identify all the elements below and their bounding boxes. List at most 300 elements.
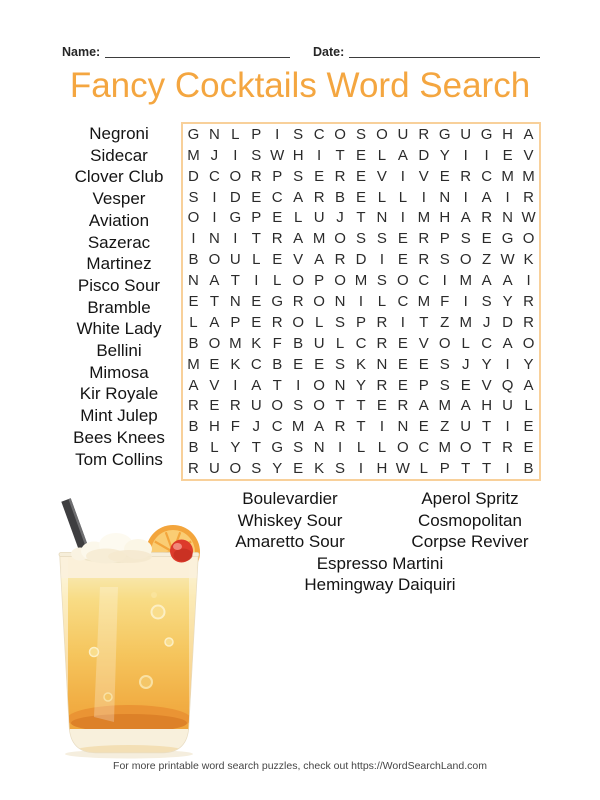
grid-letter: V [209,376,220,394]
grid-letter: A [251,376,262,394]
word-list-bottom-pairs [200,488,560,553]
grid-letter: C [208,167,220,185]
grid-letter: J [482,313,491,331]
grid-letter: P [418,376,429,394]
word-list-item: Sidecar [90,145,148,165]
grid-letter: P [230,313,241,331]
grid-letter: O [208,334,221,352]
grid-letter: E [460,376,471,394]
grid-letter: R [418,125,430,143]
grid-letter: H [439,209,451,227]
grid-letter: O [397,439,409,457]
grid-letter: R [418,230,430,248]
grid-letter: R [397,397,409,415]
grid-letter: P [251,209,262,227]
grid-letter: M [417,209,431,227]
grid-letter: I [337,439,343,457]
grid-letter: H [208,418,220,436]
grid-letter: R [229,397,241,415]
grid-letter: U [229,251,241,269]
grid-letter: C [418,272,430,290]
grid-letter: B [272,355,283,373]
grid-letter: R [376,313,388,331]
grid-letter: R [313,188,325,206]
grid-letter: I [526,272,531,290]
grid-letter: E [523,418,534,436]
grid-letter: U [460,125,472,143]
date-label: Date: [313,44,345,59]
whiskey-sour-cocktail-illustration [28,492,220,780]
grid-letter: C [481,167,493,185]
grid-letter: A [209,313,220,331]
grid-letter: T [482,439,492,457]
word-list-item: Martinez [86,254,152,274]
grid-letter: I [358,460,364,478]
grid-letter: G [187,125,200,143]
grid-letter: R [188,397,199,415]
puzzle-grid [181,122,541,481]
grid-letter: C [397,292,409,310]
grid-letter: T [251,230,261,248]
grid-letter: A [397,146,408,164]
grid-letter: S [376,230,387,248]
grid-letter: S [251,460,262,478]
grid-letter: I [379,251,385,269]
grid-letter: R [334,251,346,269]
grid-letter: R [523,313,534,331]
grid-letter: N [313,439,325,457]
grid-letter: C [418,439,430,457]
grid-letter: G [438,125,451,143]
grid-letter: I [191,230,196,248]
grid-letter: O [459,439,472,457]
grid-letter: D [355,251,367,269]
grid-letter: B [293,334,304,352]
grid-letter: M [438,397,451,415]
word-list-item: Amaretto Sour [235,532,345,551]
name-label: Name: [62,44,101,59]
grid-letter: N [376,355,388,373]
grid-letter: C [481,334,493,352]
grid-letter: T [251,439,261,457]
grid-letter: S [293,439,304,457]
grid-letter: K [523,251,534,269]
grid-letter: R [523,292,534,310]
grid-letter: L [294,209,303,227]
grid-letter: S [439,376,450,394]
word-pair-row [200,510,560,532]
grid-letter: N [397,418,409,436]
grid-letter: S [335,313,346,331]
word-list-bottom [200,488,560,596]
grid-letter: M [312,230,326,248]
grid-letter: G [271,439,284,457]
grid-letter: I [317,146,322,164]
grid-letter: E [439,167,450,185]
grid-letter: Y [355,376,366,394]
grid-letter: S [355,125,366,143]
grid-letter: N [229,292,241,310]
word-list-item: Negroni [89,124,149,143]
grid-letter: E [376,397,387,415]
grid-letter: E [251,188,262,206]
grid-letter: O [376,125,388,143]
grid-letter: L [377,146,387,164]
word-list-item: Espresso Martini [316,553,444,573]
grid-letter: O [229,167,242,185]
grid-letter: I [505,355,510,373]
grid-letter: T [272,376,282,394]
grid-letter: E [293,355,304,373]
grid-letter: E [293,460,304,478]
grid-letter: B [188,439,199,457]
grid-letter: I [233,230,238,248]
grid-letter: E [188,292,199,310]
grid-letter: I [463,188,468,206]
grid-letter: O [459,251,472,269]
word-list-bottom-centered [200,553,560,596]
grid-letter: S [460,230,471,248]
grid-letter: E [251,313,262,331]
grid-letter: L [377,188,387,206]
grid-letter: L [189,313,198,331]
grid-letter: E [355,167,366,185]
grid-letter: T [419,313,429,331]
grid-letter: A [314,418,325,436]
grid-letter: M [459,313,472,331]
grid-letter: A [523,376,534,394]
grid-letter: E [314,167,325,185]
grid-letter: M [354,272,368,290]
grid-letter: I [233,376,238,394]
grid-letter: R [334,167,346,185]
grid-letter: S [293,167,304,185]
grid-letter: D [229,188,241,206]
grid-letter: I [275,125,280,143]
grid-letter: Y [230,439,241,457]
grid-letter: O [313,376,325,394]
grid-letter: N [376,209,388,227]
word-list-item: Vesper [92,189,146,209]
grid-letter: A [188,376,199,394]
grid-letter: F [272,334,282,352]
grid-letter: V [523,146,534,164]
grid-letter: G [480,125,493,143]
grid-letter: K [251,334,262,352]
grid-letter: I [505,460,510,478]
word-pair-row [200,488,560,510]
grid-letter: M [187,146,200,164]
grid-letter: P [439,460,450,478]
word-list-item: Kir Royale [79,384,159,404]
grid-letter: R [271,230,283,248]
grid-letter: O [334,272,346,290]
grid-letter: D [418,146,430,164]
grid-letter: L [210,439,219,457]
grid-letter: L [273,272,282,290]
grid-letter: T [230,272,240,290]
grid-letter: C [250,355,262,373]
grid-letter: E [272,209,283,227]
grid-letter: T [356,418,366,436]
grid-letter: S [439,355,450,373]
grid-letter: C [271,188,283,206]
grid-letter: U [313,334,325,352]
word-list-item: Mint Julep [80,406,158,426]
grid-letter: H [376,460,388,478]
grid-letter: S [293,125,304,143]
grid-letter: O [438,334,451,352]
grid-letter: E [355,146,366,164]
grid-letter: E [397,376,408,394]
grid-letter: A [460,209,471,227]
grid-letter: J [336,209,344,227]
grid-letter: T [209,292,219,310]
grid-letter: V [418,334,429,352]
grid-letter: L [356,439,366,457]
grid-letter: Z [440,313,450,331]
grid-letter: E [272,251,283,269]
grid-letter: S [251,146,262,164]
word-pair-row [200,531,560,553]
grid-letter: M [438,439,451,457]
grid-letter: U [460,418,472,436]
grid-letter: H [502,125,513,143]
grid-letter: W [270,146,285,164]
grid-letter: S [439,251,450,269]
grid-letter: O [313,397,325,415]
grid-letter: V [293,251,304,269]
date-field [313,40,540,58]
grid-letter: M [417,292,431,310]
grid-letter: Y [502,292,513,310]
grid-letter: U [397,125,409,143]
grid-letter: Y [439,146,450,164]
grid-letter: I [484,146,489,164]
grid-letter: S [335,355,346,373]
grid-letter: V [376,167,387,185]
grid-letter: A [502,272,513,290]
glass-icon [59,553,199,758]
grid-letter: J [252,418,261,436]
grid-letter: L [231,125,240,143]
grid-letter: E [523,439,534,457]
grid-letter: K [230,355,241,373]
grid-letter: A [418,397,429,415]
grid-letter: G [229,209,242,227]
grid-letter: E [397,355,408,373]
grid-letter: S [188,188,199,206]
grid-letter: Z [482,251,492,269]
grid-letter: K [355,355,366,373]
grid-letter: S [335,460,346,478]
grid-letter: G [271,292,284,310]
grid-letter: B [188,334,199,352]
grid-letter: I [400,167,405,185]
grid-letter: E [481,230,492,248]
word-list-left [56,123,182,470]
grid-letter: N [188,272,199,290]
grid-letter: A [293,230,304,248]
grid-letter: R [188,460,199,478]
footer-text: For more printable word search puzzles, check out https://WordSearchLand.com [113,760,487,772]
grid-letter: K [314,460,325,478]
grid-letter: I [254,272,259,290]
grid-letter: L [377,439,387,457]
grid-letter: B [335,188,346,206]
grid-letter: I [400,209,405,227]
grid-letter: E [418,355,429,373]
grid-letter: T [335,397,345,415]
grid-letter: B [188,418,199,436]
grid-letter: R [292,292,304,310]
grid-letter: O [208,251,221,269]
grid-letter: W [521,209,536,227]
grid-letter: J [210,146,219,164]
grid-letter: R [250,167,262,185]
grid-letter: A [293,188,304,206]
grid-letter: R [523,188,534,206]
grid-letter: U [502,397,513,415]
grid-letter: T [335,146,345,164]
grid-letter: E [397,334,408,352]
grid-letter: I [505,188,510,206]
grid-letter: R [334,418,346,436]
grid-letter: E [502,146,513,164]
grid-letter: P [355,313,366,331]
grid-letter: R [481,209,493,227]
word-list-item: Bellini [96,341,142,361]
grid-letter: Z [440,418,450,436]
grid-letter: T [356,397,366,415]
grid-letter: M [459,272,472,290]
grid-letter: L [252,251,261,269]
grid-letter: Y [481,355,492,373]
grid-letter: R [460,167,472,185]
grid-letter: N [334,292,346,310]
grid-letter: E [314,355,325,373]
grid-letter: B [523,460,534,478]
grid-letter: N [208,125,220,143]
grid-letter: V [481,376,492,394]
grid-letter: A [502,334,513,352]
grid-letter: N [502,209,513,227]
grid-letter: O [522,230,535,248]
grid-letter: G [501,230,514,248]
grid-letter: U [250,397,262,415]
grid-letter: A [481,272,492,290]
grid-letter: E [397,251,408,269]
grid-letter: I [442,272,447,290]
grid-letter: P [251,125,262,143]
grid-letter: Y [523,355,534,373]
word-list-item: Cosmopolitan [418,510,522,530]
grid-letter: N [208,230,220,248]
grid-letter: I [463,146,468,164]
grid-letter: E [397,230,408,248]
word-list-item: Bramble [87,297,151,317]
grid-letter: N [439,188,451,206]
grid-letter: F [440,292,450,310]
grid-letter: P [314,272,325,290]
grid-letter: O [313,292,325,310]
grid-letter: H [292,146,304,164]
word-list-item: Aviation [88,210,150,230]
word-list-item: Clover Club [74,167,164,187]
grid-letter: L [524,397,533,415]
word-list-item: Mimosa [89,362,149,382]
word-list-item: Tom Collins [75,449,163,469]
grid-letter: R [376,334,388,352]
grid-letter: L [461,334,470,352]
grid-letter: I [379,418,385,436]
grid-letter: O [292,313,304,331]
grid-letter: C [355,334,367,352]
grid-letter: W [395,460,410,478]
word-list-item: White Lady [76,319,162,339]
grid-letter: S [481,292,492,310]
word-list-item: Bees Knees [73,427,165,447]
grid-letter: T [482,460,492,478]
grid-letter: E [209,397,220,415]
grid-letter: T [482,418,492,436]
grid-letter: R [271,313,283,331]
grid-letter: T [356,209,366,227]
grid-letter: I [296,376,301,394]
grid-letter: L [398,188,408,206]
grid-letter: O [334,230,346,248]
grid-letter: I [463,292,468,310]
grid-letter: A [523,125,534,143]
grid-letter: B [188,251,199,269]
grid-letter: W [500,251,515,269]
grid-letter: I [505,418,510,436]
grid-letter: R [418,251,430,269]
grid-letter: R [502,439,513,457]
grid-letter: C [313,125,325,143]
grid-letter: E [251,292,262,310]
grid-letter: O [522,334,535,352]
grid-letter: H [481,397,493,415]
grid-letter: S [293,397,304,415]
word-list-item: Sazerac [87,232,151,252]
grid-letter: I [358,292,364,310]
grid-letter: Y [272,460,283,478]
name-field [62,40,290,58]
grid-letter: A [209,272,220,290]
grid-letter: I [212,209,217,227]
grid-letter: L [377,292,387,310]
grid-letter: L [419,460,428,478]
grid-letter: I [400,313,405,331]
date-blank-line [349,56,540,58]
word-list-item: Boulevardier [242,489,338,508]
grid-letter: T [461,460,471,478]
grid-letter: S [355,230,366,248]
grid-letter: U [208,460,220,478]
word-list-item: Hemingway Daiquiri [304,575,456,594]
grid-letter: L [314,313,324,331]
cherry-icon [170,540,193,563]
grid-letter: U [313,209,325,227]
grid-letter: I [421,188,426,206]
grid-letter: M [187,355,200,373]
grid-letter: M [501,167,514,185]
grid-letter: E [355,188,366,206]
grid-letter: I [212,188,217,206]
grid-letter: V [418,167,429,185]
grid-letter: O [271,397,284,415]
